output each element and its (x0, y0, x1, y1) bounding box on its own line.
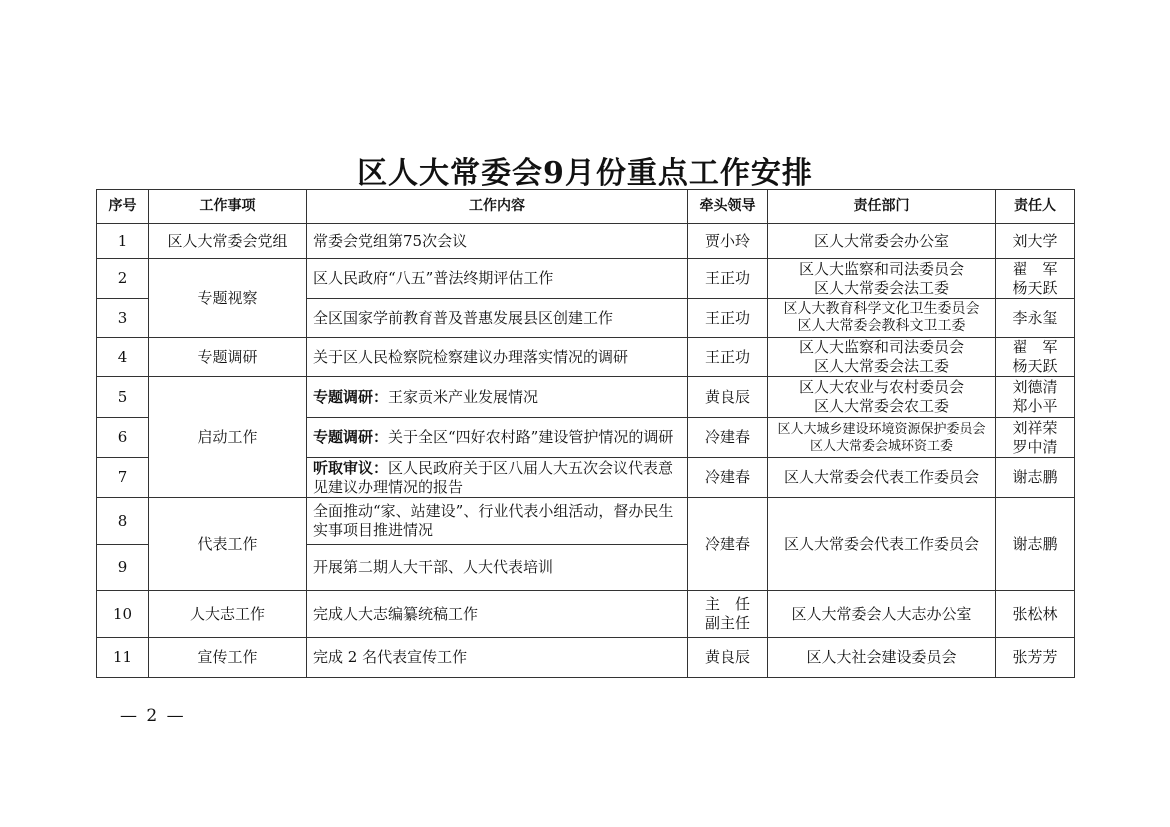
cell-no: 11 (97, 638, 149, 678)
table-row (97, 377, 1075, 418)
cell-content (307, 418, 688, 458)
cell-dept (768, 377, 996, 418)
person-text: 翟 军 杨天跃 (1012, 338, 1058, 375)
dept-text: 区人大农业与农村委员会 区人大常委会农工委 (798, 378, 964, 415)
cell-content (307, 458, 688, 498)
cell-content: 区人民政府“八五”普法终期评估工作 (307, 259, 688, 299)
cell-leader (688, 591, 768, 638)
cell-person: 张松林 (996, 591, 1075, 638)
table-row (97, 259, 1075, 299)
cell-person (996, 377, 1075, 418)
cell-dept (768, 259, 996, 299)
page-number: — 2 — (120, 706, 186, 726)
header-leader: 牵头领导 (688, 190, 768, 224)
dept-text: 区人大教育科学文化卫生委员会 区人大常委会教科文卫工委 (783, 301, 980, 334)
cell-dept: 区人大常委会代表工作委员会 (768, 458, 996, 498)
header-no: 序号 (97, 190, 149, 224)
cell-content: 全区国家学前教育普及普惠发展县区创建工作 (307, 299, 688, 338)
header-item: 工作事项 (149, 190, 307, 224)
cell-item: 专题调研 (149, 338, 307, 377)
header-person: 责任人 (996, 190, 1075, 224)
content-text: 关于全区“四好农村路”建设管护情况的调研 (388, 428, 674, 446)
cell-no: 1 (97, 224, 149, 259)
cell-item: 代表工作 (149, 498, 307, 591)
cell-leader: 王正功 (688, 299, 768, 338)
cell-leader: 王正功 (688, 259, 768, 299)
cell-content: 关于区人民检察院检察建议办理落实情况的调研 (307, 338, 688, 377)
cell-dept (768, 418, 996, 458)
cell-person: 谢志鹏 (996, 498, 1075, 591)
table-row (97, 224, 1075, 259)
cell-leader: 冷建春 (688, 418, 768, 458)
cell-no: 3 (97, 299, 149, 338)
content-prefix: 专题调研： (313, 387, 389, 406)
cell-dept: 区人大常委会人大志办公室 (768, 591, 996, 638)
leader-text: 主 任 副主任 (704, 595, 750, 632)
header-dept: 责任部门 (768, 190, 996, 224)
cell-person (996, 259, 1075, 299)
cell-no: 6 (97, 418, 149, 458)
cell-dept: 区人大社会建设委员会 (768, 638, 996, 678)
content-prefix: 听取审议： (313, 458, 389, 477)
cell-person: 谢志鹏 (996, 458, 1075, 498)
page-title: 区人大常委会9月份重点工作安排 (357, 156, 813, 191)
table-row (97, 591, 1075, 638)
cell-person: 张芳芳 (996, 638, 1075, 678)
table-row (97, 338, 1075, 377)
cell-item: 启动工作 (149, 377, 307, 498)
cell-person (996, 338, 1075, 377)
cell-no: 8 (97, 498, 149, 545)
cell-content: 全面推动“家、站建设”、行业代表小组活动，督办民生实事项目推进情况 (307, 498, 688, 545)
cell-item: 宣传工作 (149, 638, 307, 678)
cell-content: 常委会党组第75次会议 (307, 224, 688, 259)
cell-leader: 王正功 (688, 338, 768, 377)
cell-leader: 冷建春 (688, 498, 768, 591)
cell-person: 刘大学 (996, 224, 1075, 259)
content-text: 区人民政府关于区八届人大五次会议代表意见建议办理情况的报告 (313, 458, 674, 496)
cell-dept: 区人大常委会代表工作委员会 (768, 498, 996, 591)
header-content: 工作内容 (307, 190, 688, 224)
schedule-table (96, 189, 1075, 678)
cell-content: 完成 2 名代表宣传工作 (307, 638, 688, 678)
cell-dept (768, 299, 996, 338)
cell-person: 李永玺 (996, 299, 1075, 338)
cell-item: 人大志工作 (149, 591, 307, 638)
cell-no: 5 (97, 377, 149, 418)
table-row (97, 498, 1075, 545)
cell-content: 开展第二期人大干部、人大代表培训 (307, 545, 688, 591)
cell-no: 9 (97, 545, 149, 591)
cell-content (307, 377, 688, 418)
content-text: 王家贡米产业发展情况 (388, 387, 539, 406)
cell-leader: 黄良辰 (688, 638, 768, 678)
cell-no: 7 (97, 458, 149, 498)
cell-leader: 贾小玲 (688, 224, 768, 259)
table-row (97, 638, 1075, 678)
dept-text: 区人大监察和司法委员会 区人大常委会法工委 (798, 259, 964, 297)
cell-content: 完成人大志编纂统稿工作 (307, 591, 688, 638)
cell-dept (768, 338, 996, 377)
person-text: 刘祥荣 罗中清 (1012, 418, 1058, 456)
dept-text: 区人大监察和司法委员会 区人大常委会法工委 (798, 338, 964, 375)
cell-no: 2 (97, 259, 149, 299)
table-header-row (97, 190, 1075, 224)
cell-no: 10 (97, 591, 149, 638)
dept-text: 区人大城乡建设环境资源保护委员会 区人大常委会城环资工委 (777, 421, 986, 454)
cell-no: 4 (97, 338, 149, 377)
cell-person (996, 418, 1075, 458)
person-text: 翟 军 杨天跃 (1012, 259, 1058, 297)
cell-item: 区人大常委会党组 (149, 224, 307, 259)
cell-leader: 黄良辰 (688, 377, 768, 418)
cell-dept: 区人大常委会办公室 (768, 224, 996, 259)
cell-item: 专题视察 (149, 259, 307, 338)
person-text: 刘德清 郑小平 (1012, 378, 1058, 415)
content-prefix: 专题调研： (313, 428, 389, 446)
cell-leader: 冷建春 (688, 458, 768, 498)
